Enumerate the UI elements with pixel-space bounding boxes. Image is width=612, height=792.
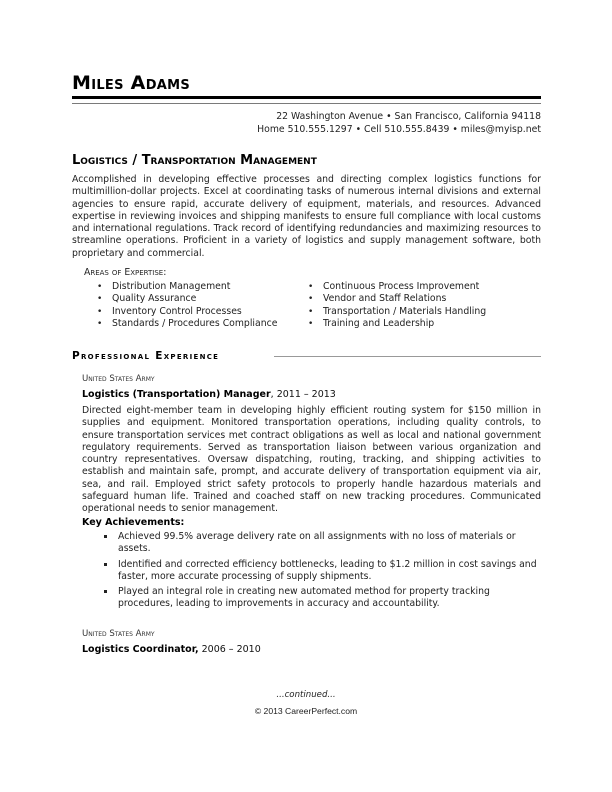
expertise-item-label: Continuous Process Improvement	[323, 281, 480, 292]
section-rule	[274, 356, 541, 357]
bullet-icon: •	[308, 282, 314, 292]
phone-email-line: Home 510.555.1297 • Cell 510.555.8439 • miles@myisp.net	[257, 124, 541, 135]
expertise-item	[308, 281, 486, 293]
expertise-item	[308, 306, 486, 318]
expertise-item	[97, 318, 277, 330]
expertise-list-right	[308, 281, 486, 331]
header-rule-thin	[72, 103, 541, 104]
job-title-line	[82, 644, 261, 656]
job-title: Logistics Coordinator,	[82, 644, 199, 655]
header-rule-thick	[72, 96, 541, 99]
summary-paragraph: Accomplished in developing effective processes and directing complex logistics functions for multimillion-dollar projects. Excel at coordinating tasks of numerous internal divisions and external agencies to ensure rapid, accurate delivery of equipment, materials, and resources. Advanced expertise in reviewing invoices and shipping manifests to ensure full compliance with local customs and international regulations. Track record of identifying redundancies and maximizing resources to streamline operations. Proficient in a variety of logistics and supply management software, both proprietary and commercial.	[72, 174, 541, 259]
expertise-item	[97, 281, 277, 293]
job-dates: , 2011 – 2013	[270, 389, 336, 400]
expertise-item	[97, 306, 277, 318]
expertise-item	[308, 293, 486, 305]
bullet-icon: •	[97, 282, 103, 292]
expertise-item-label: Inventory Control Processes	[112, 305, 242, 317]
bullet-icon: •	[308, 306, 314, 317]
section-title-experience: Professional Experience	[72, 350, 220, 362]
job-title: Logistics (Transportation) Manager	[82, 389, 271, 400]
candidate-name: Miles Adams	[72, 72, 191, 94]
expertise-item-label: Distribution Management	[112, 281, 231, 292]
achievement-item	[104, 531, 541, 556]
contact-block	[72, 110, 541, 136]
square-bullet-icon	[104, 590, 107, 593]
expertise-item-label: Transportation / Materials Handling	[323, 305, 487, 317]
achievement-item	[104, 559, 541, 584]
expertise-list-left	[97, 281, 277, 331]
expertise-item-label: Standards / Procedures Compliance	[112, 318, 278, 330]
continued-note: ...continued...	[276, 690, 336, 700]
square-bullet-icon	[104, 535, 107, 538]
achievement-item	[104, 586, 541, 611]
copyright-notice: © 2013 CareerPerfect.com	[254, 706, 358, 716]
expertise-item	[97, 293, 277, 305]
expertise-item	[308, 318, 486, 330]
achievement-text: Achieved 99.5% average delivery rate on all assignments with no loss of materials or assets.	[118, 531, 516, 555]
key-achievements-list	[104, 531, 541, 614]
employer-name: United States Army	[82, 629, 155, 639]
bullet-icon: •	[308, 294, 314, 305]
address-line: 22 Washington Avenue • San Francisco, California 94118	[276, 111, 541, 122]
job-dates: 2006 – 2010	[198, 644, 261, 655]
bullet-icon: •	[308, 319, 314, 330]
bullet-icon: •	[97, 294, 103, 305]
square-bullet-icon	[104, 563, 107, 566]
achievement-text: Identified and corrected efficiency bottlenecks, leading to $1.2 million in cost savings and faster, more accurate processing of supply shipments.	[118, 558, 537, 582]
job-title-line	[82, 389, 336, 401]
expertise-item-label: Vendor and Staff Relations	[323, 293, 447, 305]
job-description: Directed eight-member team in developing highly efficient routing system for $150 million in supplies and equipment. Monitored transportation operations, including quality controls, to ensure transportation services met contract obligations as well as local and national government regulatory requirements. Served as transportation liaison between various organization and country representatives. Oversaw dispatching, routing, tracking, and shipping activities to establish and maintain safe, prompt, and accurate delivery of transportation equipment via air, sea, and rail. Employed strict safety protocols to properly handle hazardous materials and safeguard human life. Trained and coached staff on new tracking procedures. Communicated operational needs to senior management.	[82, 405, 541, 515]
bullet-icon: •	[97, 319, 103, 330]
achievement-text: Played an integral role in creating new automated method for property tracking procedures, leading to improvements in accuracy and accountability.	[118, 586, 490, 610]
professional-headline: Logistics / Transportation Management	[72, 153, 317, 168]
expertise-item-label: Quality Assurance	[112, 293, 197, 305]
employer-name: United States Army	[82, 374, 155, 384]
bullet-icon: •	[97, 306, 103, 317]
areas-of-expertise-label: Areas of Expertise:	[84, 267, 167, 278]
key-achievements-label: Key Achievements:	[82, 517, 185, 528]
expertise-item-label: Training and Leadership	[323, 318, 435, 330]
